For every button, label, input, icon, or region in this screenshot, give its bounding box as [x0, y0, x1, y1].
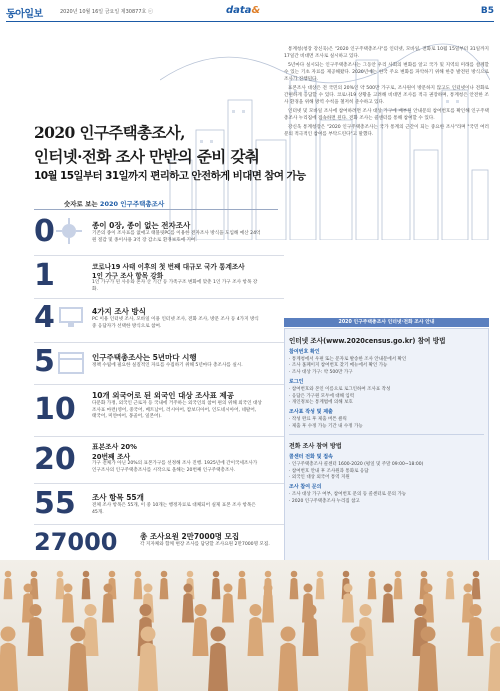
divider	[34, 255, 284, 256]
wooden-figure	[160, 571, 169, 600]
stat-item-5	[34, 344, 284, 380]
wooden-figure	[303, 604, 319, 656]
wooden-figure	[348, 627, 368, 691]
wooden-figure	[68, 627, 88, 691]
info-box-line: · 응답은 가구원 모두에 대해 입력	[289, 393, 355, 399]
stat-title: 총 조사요원 2만7000명 모집	[140, 532, 240, 541]
wooden-figure	[56, 571, 65, 600]
headline-line-1: 2020 인구주택총조사,	[34, 123, 185, 142]
section-label-amp: &	[251, 5, 261, 16]
section-title-highlight: 2020 인구주택총조사	[99, 200, 165, 208]
wooden-figure	[468, 604, 484, 656]
monitor-icon	[58, 306, 86, 330]
wooden-figure	[138, 627, 158, 691]
wooden-figure	[382, 584, 394, 623]
info-box-title: 인터넷 조사(www.2020census.go.kr) 참여 방법	[289, 337, 446, 345]
info-box-line: · 조사 홈페이지 참여번호 찾기 메뉴에서 확인 가능	[289, 363, 388, 369]
stat-number: 27000	[34, 528, 118, 556]
wooden-figure	[472, 571, 481, 600]
wooden-figure	[278, 627, 298, 691]
info-box-line: · 조사 대상 가구 여부, 참여번호 문의 등 콜센터로 문의 가능	[289, 492, 407, 498]
divider	[34, 342, 284, 343]
info-box-line: · 참여번호 안내 후 조사원과 통화로 응답	[289, 468, 369, 474]
page-number: B5	[480, 6, 494, 16]
divider	[34, 384, 284, 385]
info-box-step: 참여번호 확인	[289, 349, 320, 355]
virus-icon	[54, 216, 84, 246]
wooden-figure	[193, 604, 209, 656]
stat-item-10	[34, 388, 284, 432]
stat-title: 10개 외국어로 된 외국인 대상 조사표 제공	[92, 391, 235, 400]
stat-item-1	[34, 258, 284, 296]
masthead-rule	[6, 21, 494, 22]
info-box-line: · 2020 인구주택총조사 누리집 참고	[289, 498, 360, 504]
wooden-figure	[62, 584, 74, 623]
stat-title: 조사 항목 55개	[92, 493, 144, 502]
stat-number: 0	[34, 214, 55, 249]
section-title	[64, 199, 164, 208]
info-box-divider	[289, 434, 484, 435]
info-box-line: · 제출 후 수정 가능 기간 내 수정 가능	[289, 423, 363, 429]
article-paragraph: 인터넷 및 모바일 조사에 참여하려면 조사 대상 가구에 배부된 안내문의 참여번호를 확인해 인구주택총조사 누리집에 접속하면 된다. 전화 조사는 콜센터를 통해 참여할 수 있다.	[284, 109, 489, 121]
wooden-figure	[182, 584, 194, 623]
stat-body: 기존의 종이 조사표를 없애고 태블릿PC를 이용한 전자조사 방식을 도입해 예산 24억 원 절감 및 종이사용 3억 장 감소로 환경보호에 기여.	[92, 231, 261, 243]
stat-body: 전체 조사 항목은 55개, 이 중 10개는 행정자료로 대체되어 실제 표본 조사 항목은 45개.	[92, 503, 256, 515]
wooden-figure	[142, 584, 154, 623]
stat-item-4	[34, 300, 284, 340]
wooden-figure	[418, 627, 438, 691]
stat-title: 인구주택총조사는 5년마다 시행	[92, 353, 197, 362]
stat-body: 가구 전체가 아닌 20%의 표본가구를 선정해 조사 진행. 1925년에 간이국세조사가 인구조사의 인구주택총조사를 시작으로 올해는 20번째 인구주택총조사.	[92, 461, 258, 473]
wooden-figures-photo	[0, 560, 500, 691]
wooden-figure	[368, 571, 377, 600]
stat-number: 20	[34, 442, 76, 477]
masthead	[0, 0, 500, 22]
stat-body: 정책 수립에 필요한 실질적인 자료를 수집하기 위해 5년마다 총조사를 실시.	[92, 363, 243, 368]
stat-title-2: 20번째 조사	[92, 453, 131, 461]
stat-body: PC 이용 인터넷 조사, 모바일 이용 인터넷 조사, 전화 조사, 방문 조사 등 4가지 방식 중 응답자가 선택한 방식으로 참여.	[92, 317, 259, 329]
stat-title: 4가지 조사 방식	[92, 307, 146, 316]
stat-item-55	[34, 486, 284, 522]
info-box-phone-title: 전화 조사 참여 방법	[289, 443, 342, 451]
wooden-figure	[422, 584, 434, 623]
stat-title-2: 1인 가구 조사 항목 강화	[92, 272, 164, 280]
section-label-main: data	[226, 5, 252, 16]
info-box-line: · 통계청에서 우편 또는 문자로 발송한 조사 안내문에서 확인	[289, 357, 407, 362]
info-box-step: 로그인	[289, 379, 304, 386]
wooden-figure	[212, 571, 221, 600]
info-box-step: 조사표 작성 및 제출	[289, 409, 333, 416]
stat-number: 10	[34, 392, 76, 427]
article-paragraph: 5년마다 실시되는 인구주택총조사는 그동안 우리 사회의 변화를 알고 국가 및 지역의 미래를 설계할 수 있는 기초 자료를 제공해왔다. 2020년에는 한국 주요 변화를 파악하기 위해 한층 발전된 방식으로 조사가 진행된다.	[284, 63, 489, 82]
dateline: 2020년 10월 16일 금요일 제30877호 ⓒ	[60, 9, 153, 15]
article-body	[284, 46, 489, 140]
wooden-figure	[342, 584, 354, 623]
wooden-figure	[208, 627, 228, 691]
wooden-figure	[316, 571, 325, 600]
article-paragraph: 강신욱 통계청장은 "2020 인구주택총조사는 국가 통계의 근간이 되는 중요한 조사"라며 "국민 여러분의 적극적인 참여를 부탁드린다"고 말했다.	[284, 125, 489, 137]
stat-item-27000	[34, 527, 284, 561]
wooden-figure	[4, 571, 13, 600]
stat-body: 다문화 가정, 외국인 근로자 등 국내에 거주하는 외국인의 참여 편의 위해 외국인 대상 조사표 마련(영어, 중국어, 베트남어, 러시아어, 캄보디아어, 인도네시아어, 네팔어, 태국어, 미얀마어, 몽골어, 일본어).	[92, 401, 262, 419]
divider	[34, 436, 284, 437]
calendar-icon	[56, 348, 86, 376]
subheadline: 10월 15일부터 31일까지 편리하고 안전하게 비대면 참여 가능	[34, 170, 306, 182]
info-box-line: · 참여번호와 본인 이름으로 로그인하여 조사표 작성	[289, 387, 391, 393]
wooden-figure	[82, 571, 91, 600]
wooden-figure	[28, 604, 44, 656]
info-box-line: · 외국인 대상 외국어 통역 지원	[289, 475, 350, 481]
article-paragraph: 통계청(청장 강신욱)은 "2020 인구주택총조사"를 인터넷, 모바일, 전화로 10월 15일부터 31일까지 17일간 비대면 조사로 실시하고 있다.	[284, 47, 489, 59]
divider	[34, 483, 284, 484]
wooden-figure	[290, 571, 299, 600]
stat-body: 각 지자체와 함께 현장 조사를 담당할 조사요원 2만7000명 모집.	[140, 542, 270, 547]
divider	[34, 298, 284, 299]
info-box-header: 2020 인구주택총조사 인터넷·전화 조사 안내	[284, 318, 489, 327]
stat-title: 종이 0장, 종이 없는 전자조사	[92, 221, 191, 230]
info-box-step: 조사 참여 문의	[289, 484, 322, 491]
stat-number: 5	[34, 344, 55, 379]
info-box	[284, 328, 489, 564]
info-box-line: · 개인정보는 통계법에 의해 보호	[289, 400, 353, 406]
wooden-figure	[394, 571, 403, 600]
stat-number: 55	[34, 486, 76, 521]
section-label	[226, 5, 260, 16]
section-title-prefix: 숫자로 보는	[64, 200, 100, 208]
headline	[34, 121, 259, 169]
stat-body: 1인 가구가 된 사유와 혼자 산 기간 등 가족구조 변화에 맞춘 1인 가구 조사 항목 강화.	[92, 280, 258, 292]
wooden-figure	[462, 584, 474, 623]
stat-title: 표본조사 20%	[92, 443, 137, 451]
wooden-figure	[238, 571, 247, 600]
stat-item-0	[34, 214, 284, 252]
wooden-figure	[248, 604, 264, 656]
wooden-figure	[222, 584, 234, 623]
wooden-figure	[446, 571, 455, 600]
stat-number: 1	[34, 258, 55, 293]
wooden-figure	[22, 584, 34, 623]
article-paragraph: 표본조사 대상은 전 국민의 20%인 약 500만 가구로, 조사원이 방문하지 않고도 인터넷이나 전화로 간편하게 응답할 수 있다. 코로나19 상황을 고려해 비대면 조사를 적극 권장하며, 통계청은 안전한 조사 환경을 위해 방역 수칙을 철저히 준수하고 있다.	[284, 86, 489, 105]
stat-item-20	[34, 440, 284, 482]
wooden-figure	[302, 584, 314, 623]
info-box-line: · 조사 대상 가구: 약 500만 가구	[289, 369, 353, 375]
newspaper-logo: 동아일보	[6, 9, 43, 20]
wooden-figure	[102, 584, 114, 623]
wooden-figure	[262, 584, 274, 623]
info-box-line: · 인구주택총조사 콜센터 1600-2020 (평일 및 주말 09:00~18:00)	[289, 462, 424, 468]
section-title-rule	[34, 209, 278, 210]
info-box-step: 콜센터 전화 및 접속	[289, 454, 333, 461]
headline-line-2: 인터넷·전화 조사 만반의 준비 갖춰	[34, 147, 260, 166]
divider	[34, 524, 284, 525]
wooden-figure	[134, 571, 143, 600]
info-box-line: · 작성 완료 후 제출 버튼 클릭	[289, 417, 347, 423]
stat-title: 코로나19 사태 이후의 첫 번째 대규모 국가 통계조사	[92, 263, 245, 271]
stat-number: 4	[34, 300, 55, 335]
